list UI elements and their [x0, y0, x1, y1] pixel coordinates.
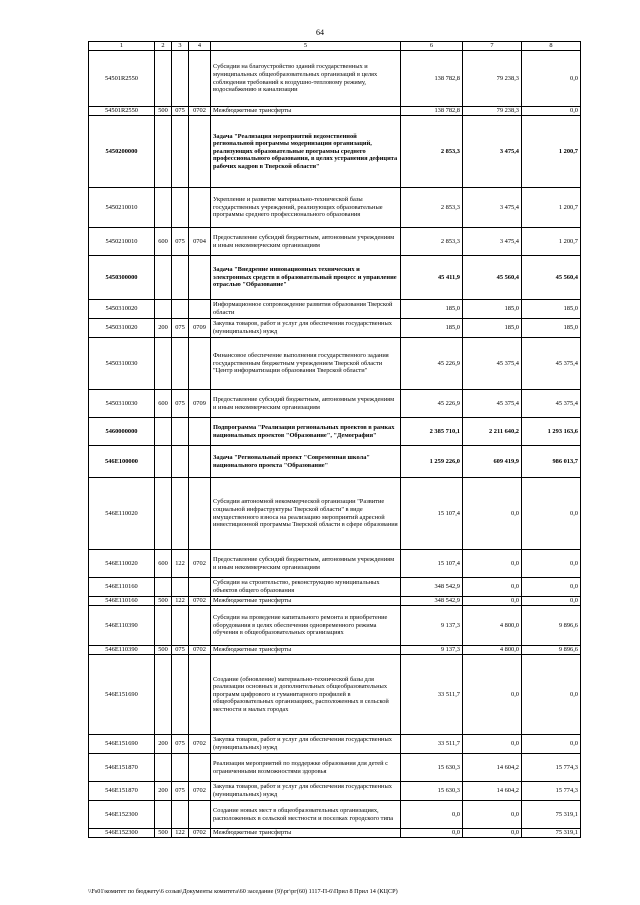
cell-amount-col6: 2 853,3 — [401, 116, 463, 188]
cell-expense-type: 200 — [155, 319, 172, 338]
cell-amount-col8: 0,0 — [522, 51, 581, 107]
cell-section-code — [189, 338, 211, 390]
table-row — [89, 829, 581, 838]
cell-amount-col7: 3 475,4 — [463, 188, 522, 228]
cell-amount-col6: 348 542,9 — [401, 578, 463, 597]
cell-section-code: 0702 — [189, 646, 211, 655]
cell-section-code — [189, 578, 211, 597]
cell-amount-col6: 15 630,3 — [401, 754, 463, 782]
cell-expense-type — [155, 801, 172, 829]
cell-amount-col6: 33 511,7 — [401, 655, 463, 735]
cell-amount-col7: 45 560,4 — [463, 256, 522, 300]
cell-amount-col8: 0,0 — [522, 578, 581, 597]
cell-target-code: 5450200000 — [89, 116, 155, 188]
cell-expense-type — [155, 256, 172, 300]
cell-amount-col6: 2 385 710,1 — [401, 418, 463, 446]
cell-description: Субсидии на благоустройство зданий государственных и муниципальных общеобразовательных организаций в целях соблюдения требований к воздушно-тепловому режиму, водоснабжению и канализации — [211, 51, 401, 107]
cell-expense-type — [155, 418, 172, 446]
table-row — [89, 655, 581, 735]
cell-expense-type — [155, 578, 172, 597]
cell-department-code: 075 — [172, 228, 189, 256]
cell-amount-col6: 0,0 — [401, 829, 463, 838]
cell-target-code: 5450310030 — [89, 390, 155, 418]
cell-amount-col7: 185,0 — [463, 319, 522, 338]
cell-description: Межбюджетные трансферты — [211, 646, 401, 655]
table-row — [89, 188, 581, 228]
cell-target-code: 546E152300 — [89, 829, 155, 838]
cell-amount-col6: 9 137,3 — [401, 646, 463, 655]
cell-target-code: 546E151690 — [89, 655, 155, 735]
cell-section-code: 0709 — [189, 390, 211, 418]
cell-amount-col8: 9 896,6 — [522, 646, 581, 655]
cell-target-code: 5450300000 — [89, 256, 155, 300]
cell-description: Межбюджетные трансферты — [211, 829, 401, 838]
cell-amount-col8: 0,0 — [522, 550, 581, 578]
cell-section-code — [189, 116, 211, 188]
cell-amount-col7: 14 604,2 — [463, 754, 522, 782]
cell-description: Закупка товаров, работ и услуг для обеспечения государственных (муниципальных) нужд — [211, 782, 401, 801]
cell-department-code — [172, 418, 189, 446]
cell-description: Информационное сопровождение развития образования Тверской области — [211, 300, 401, 319]
cell-department-code: 075 — [172, 107, 189, 116]
table-row — [89, 646, 581, 655]
cell-expense-type — [155, 754, 172, 782]
table-row — [89, 597, 581, 606]
cell-expense-type — [155, 188, 172, 228]
cell-section-code: 0702 — [189, 107, 211, 116]
cell-amount-col8: 9 896,6 — [522, 606, 581, 646]
cell-section-code — [189, 51, 211, 107]
column-header: 1 — [89, 42, 155, 51]
cell-description: Укрепление и развитие материально-технической базы государственных учреждений, реализующих образовательные программы среднего профессионального образования — [211, 188, 401, 228]
cell-target-code: 5450310030 — [89, 338, 155, 390]
cell-expense-type — [155, 300, 172, 319]
table-row — [89, 801, 581, 829]
cell-department-code: 075 — [172, 782, 189, 801]
cell-amount-col8: 0,0 — [522, 655, 581, 735]
column-header: 7 — [463, 42, 522, 51]
cell-amount-col8: 0,0 — [522, 597, 581, 606]
cell-target-code: 546E152300 — [89, 801, 155, 829]
cell-expense-type: 500 — [155, 646, 172, 655]
cell-expense-type: 200 — [155, 735, 172, 754]
cell-description: Подпрограмма "Реализация региональных проектов в рамках национальных проектов "Образование", "Демография" — [211, 418, 401, 446]
cell-department-code — [172, 338, 189, 390]
cell-amount-col6: 138 782,8 — [401, 51, 463, 107]
cell-section-code — [189, 256, 211, 300]
cell-amount-col6: 15 107,4 — [401, 478, 463, 550]
cell-amount-col6: 138 782,8 — [401, 107, 463, 116]
column-header: 8 — [522, 42, 581, 51]
cell-department-code — [172, 51, 189, 107]
cell-section-code — [189, 478, 211, 550]
cell-amount-col8: 986 013,7 — [522, 446, 581, 478]
cell-amount-col8: 1 200,7 — [522, 116, 581, 188]
cell-amount-col7: 45 375,4 — [463, 390, 522, 418]
cell-amount-col6: 45 226,9 — [401, 338, 463, 390]
table-row — [89, 606, 581, 646]
table-row — [89, 319, 581, 338]
cell-section-code — [189, 754, 211, 782]
cell-description: Субсидии на строительство, реконструкцию муниципальных объектов общего образования — [211, 578, 401, 597]
table-row — [89, 735, 581, 754]
table-row — [89, 390, 581, 418]
table-row — [89, 578, 581, 597]
cell-target-code: 5450210010 — [89, 188, 155, 228]
header-row — [89, 42, 581, 51]
cell-department-code: 122 — [172, 597, 189, 606]
cell-target-code: 546E100000 — [89, 446, 155, 478]
table-row — [89, 51, 581, 107]
column-header: 2 — [155, 42, 172, 51]
cell-amount-col7: 4 800,0 — [463, 606, 522, 646]
cell-section-code — [189, 418, 211, 446]
file-path-footer: \\Fs01\комитет по бюджету\6 созыв\Документы комитета\60 заседание (9)\рг\рг(60) 1117-П-6\Прил 8 Прил 14 (КЦСР) — [88, 888, 398, 895]
cell-amount-col6: 33 511,7 — [401, 735, 463, 754]
cell-section-code — [189, 606, 211, 646]
table-row — [89, 446, 581, 478]
table-row — [89, 338, 581, 390]
cell-amount-col7: 0,0 — [463, 655, 522, 735]
cell-department-code: 075 — [172, 646, 189, 655]
cell-amount-col7: 185,0 — [463, 300, 522, 319]
cell-target-code: 546E110020 — [89, 550, 155, 578]
cell-amount-col8: 75 319,1 — [522, 801, 581, 829]
cell-description: Закупка товаров, работ и услуг для обеспечения государственных (муниципальных) нужд — [211, 319, 401, 338]
cell-amount-col6: 185,0 — [401, 319, 463, 338]
table-row — [89, 107, 581, 116]
cell-amount-col8: 45 560,4 — [522, 256, 581, 300]
cell-amount-col7: 0,0 — [463, 597, 522, 606]
table-row — [89, 550, 581, 578]
cell-target-code: 5460000000 — [89, 418, 155, 446]
table-row — [89, 256, 581, 300]
cell-description: Задача "Реализация мероприятий ведомственной региональной программы модернизации организаций, реализующих образовательные программы среднего профессионального образования, в целях устранения дефицита рабочих кадров в Тверской области" — [211, 116, 401, 188]
cell-department-code — [172, 256, 189, 300]
table-row — [89, 228, 581, 256]
cell-department-code — [172, 754, 189, 782]
table-row — [89, 478, 581, 550]
cell-section-code — [189, 801, 211, 829]
cell-expense-type: 600 — [155, 228, 172, 256]
cell-section-code: 0702 — [189, 550, 211, 578]
cell-description: Создание (обновление) материально-технической базы для реализации основных и дополнительных общеобразовательных программ цифрового и гуманитарного профилей в общеобразовательных организациях, расположенных в сельской местности и малых городах — [211, 655, 401, 735]
budget-table — [88, 41, 581, 838]
cell-target-code: 546E151690 — [89, 735, 155, 754]
cell-department-code: 122 — [172, 829, 189, 838]
cell-description: Предоставление субсидий бюджетным, автономным учреждениям и иным некоммерческим организациям — [211, 228, 401, 256]
cell-target-code: 546E110390 — [89, 646, 155, 655]
page-number: 64 — [316, 28, 324, 37]
cell-expense-type: 600 — [155, 550, 172, 578]
column-header: 4 — [189, 42, 211, 51]
cell-description: Межбюджетные трансферты — [211, 597, 401, 606]
cell-description: Финансовое обеспечение выполнения государственного задания государственным бюджетным учреждением Тверской области "Центр информатизации образования Тверской области" — [211, 338, 401, 390]
cell-amount-col7: 0,0 — [463, 801, 522, 829]
cell-amount-col7: 0,0 — [463, 550, 522, 578]
cell-amount-col7: 3 475,4 — [463, 228, 522, 256]
cell-amount-col6: 2 853,3 — [401, 188, 463, 228]
cell-department-code — [172, 116, 189, 188]
cell-expense-type: 500 — [155, 597, 172, 606]
cell-description: Задача "Внедрение инновационных технических и электронных средств в образовательный процесс и управление отраслью "Образование" — [211, 256, 401, 300]
cell-amount-col8: 185,0 — [522, 300, 581, 319]
cell-amount-col8: 75 319,1 — [522, 829, 581, 838]
cell-amount-col8: 1 200,7 — [522, 228, 581, 256]
cell-description: Субсидии автономной некоммерческой организации "Развитие социальной инфраструктуры Тверской области" в виде имущественного взноса на реализацию мероприятий адресной инвестиционной программы Тверской области в сфере образования — [211, 478, 401, 550]
cell-amount-col8: 185,0 — [522, 319, 581, 338]
cell-expense-type — [155, 116, 172, 188]
cell-section-code: 0702 — [189, 735, 211, 754]
cell-amount-col8: 0,0 — [522, 478, 581, 550]
cell-amount-col8: 1 293 163,6 — [522, 418, 581, 446]
cell-target-code: 546E110390 — [89, 606, 155, 646]
cell-amount-col6: 15 630,3 — [401, 782, 463, 801]
cell-expense-type — [155, 51, 172, 107]
cell-department-code — [172, 300, 189, 319]
cell-section-code: 0702 — [189, 829, 211, 838]
cell-amount-col7: 0,0 — [463, 829, 522, 838]
cell-amount-col7: 4 800,0 — [463, 646, 522, 655]
cell-target-code: 5450210010 — [89, 228, 155, 256]
cell-target-code: 546E110160 — [89, 578, 155, 597]
cell-amount-col7: 14 604,2 — [463, 782, 522, 801]
cell-department-code: 122 — [172, 550, 189, 578]
cell-description: Закупка товаров, работ и услуг для обеспечения государственных (муниципальных) нужд — [211, 735, 401, 754]
cell-section-code: 0704 — [189, 228, 211, 256]
cell-target-code: 546E151870 — [89, 754, 155, 782]
table-row — [89, 300, 581, 319]
cell-description: Межбюджетные трансферты — [211, 107, 401, 116]
cell-amount-col8: 1 200,7 — [522, 188, 581, 228]
cell-department-code — [172, 446, 189, 478]
table-row — [89, 116, 581, 188]
cell-expense-type — [155, 446, 172, 478]
cell-section-code — [189, 655, 211, 735]
cell-amount-col7: 79 238,3 — [463, 51, 522, 107]
cell-description: Реализация мероприятий по поддержке образования для детей с ограниченными возможностями здоровья — [211, 754, 401, 782]
cell-expense-type: 500 — [155, 829, 172, 838]
cell-amount-col6: 2 853,3 — [401, 228, 463, 256]
column-header: 6 — [401, 42, 463, 51]
cell-expense-type — [155, 606, 172, 646]
cell-amount-col6: 15 107,4 — [401, 550, 463, 578]
cell-amount-col6: 9 137,3 — [401, 606, 463, 646]
cell-department-code: 075 — [172, 735, 189, 754]
table-row — [89, 782, 581, 801]
cell-section-code: 0702 — [189, 782, 211, 801]
table-row — [89, 754, 581, 782]
cell-department-code — [172, 801, 189, 829]
cell-target-code: 54501R2550 — [89, 51, 155, 107]
cell-expense-type — [155, 478, 172, 550]
cell-expense-type — [155, 338, 172, 390]
cell-amount-col8: 45 375,4 — [522, 338, 581, 390]
column-header: 3 — [172, 42, 189, 51]
cell-department-code: 075 — [172, 319, 189, 338]
cell-description: Предоставление субсидий бюджетным, автономным учреждениям и иным некоммерческим организациям — [211, 390, 401, 418]
cell-amount-col7: 3 475,4 — [463, 116, 522, 188]
cell-section-code — [189, 300, 211, 319]
cell-amount-col8: 45 375,4 — [522, 390, 581, 418]
cell-department-code: 075 — [172, 390, 189, 418]
cell-amount-col7: 2 211 640,2 — [463, 418, 522, 446]
cell-amount-col7: 0,0 — [463, 578, 522, 597]
cell-amount-col6: 45 411,9 — [401, 256, 463, 300]
cell-target-code: 5450310020 — [89, 319, 155, 338]
cell-amount-col7: 0,0 — [463, 478, 522, 550]
cell-amount-col8: 0,0 — [522, 107, 581, 116]
cell-department-code — [172, 188, 189, 228]
cell-amount-col6: 348 542,9 — [401, 597, 463, 606]
cell-amount-col8: 0,0 — [522, 735, 581, 754]
cell-amount-col8: 15 774,3 — [522, 782, 581, 801]
cell-section-code — [189, 188, 211, 228]
cell-section-code: 0702 — [189, 597, 211, 606]
cell-department-code — [172, 655, 189, 735]
cell-target-code: 54501R2550 — [89, 107, 155, 116]
cell-amount-col7: 45 375,4 — [463, 338, 522, 390]
cell-expense-type — [155, 655, 172, 735]
cell-expense-type: 600 — [155, 390, 172, 418]
cell-amount-col7: 0,0 — [463, 735, 522, 754]
column-header: 5 — [211, 42, 401, 51]
cell-section-code: 0709 — [189, 319, 211, 338]
cell-department-code — [172, 578, 189, 597]
cell-amount-col6: 1 259 226,0 — [401, 446, 463, 478]
cell-amount-col6: 0,0 — [401, 801, 463, 829]
cell-description: Предоставление субсидий бюджетным, автономным учреждениям и иным некоммерческим организациям — [211, 550, 401, 578]
cell-description: Создание новых мест в общеобразовательных организациях, расположенных в сельской местности и поселках городского типа — [211, 801, 401, 829]
cell-expense-type: 500 — [155, 107, 172, 116]
cell-department-code — [172, 478, 189, 550]
table-body — [89, 51, 581, 838]
cell-target-code: 5450310020 — [89, 300, 155, 319]
cell-department-code — [172, 606, 189, 646]
cell-section-code — [189, 446, 211, 478]
cell-description: Задача "Региональный проект "Современная школа" национального проекта "Образование" — [211, 446, 401, 478]
cell-expense-type: 200 — [155, 782, 172, 801]
cell-amount-col7: 609 419,9 — [463, 446, 522, 478]
cell-target-code: 546E151870 — [89, 782, 155, 801]
cell-amount-col8: 15 774,3 — [522, 754, 581, 782]
cell-description: Субсидии на проведение капитального ремонта и приобретение оборудования в целях обеспечения одновременного режима обучения в общеобразовательных организациях — [211, 606, 401, 646]
cell-amount-col6: 185,0 — [401, 300, 463, 319]
cell-target-code: 546E110160 — [89, 597, 155, 606]
table-row — [89, 418, 581, 446]
cell-target-code: 546E110020 — [89, 478, 155, 550]
cell-amount-col7: 79 238,3 — [463, 107, 522, 116]
cell-amount-col6: 45 226,9 — [401, 390, 463, 418]
